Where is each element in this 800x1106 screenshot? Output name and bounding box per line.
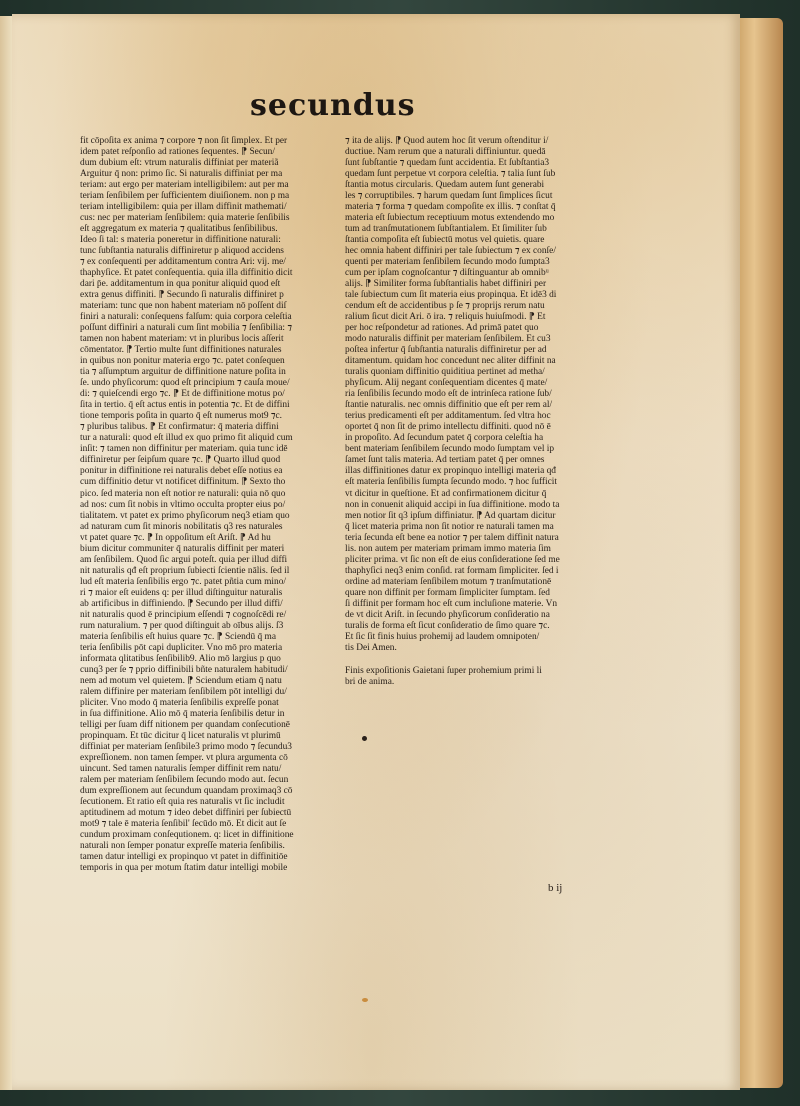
text-line: thaphyſici neq3 enim conſid. rat formam ſimpliciter. ſed i [345,565,559,576]
text-line: pliciter. Vno modo q̄ materia ſenſibilis expreſſe ponat [80,697,279,708]
text-line: cōmentator. ⁋ Tertio multe ſunt diffinitiones naturales [80,345,282,356]
text-line: ditamentum. quidam hoc concedunt nec aliter diffinit na [345,356,556,367]
text-line: teria ſenſibilis pōt capi dupliciter. Vno mō pro materia [80,642,283,653]
text-line: propinquam. Et tūc dicitur q̄ licet naturalis vt plurimū [80,730,281,741]
text-line: ralem per materiam ſenſibilem ſecundo modo aut. ſecun [80,774,289,785]
text-line: teriam ſenſibilem per ſufficientem diuiſionem. non p ma [80,191,290,202]
text-line: bium dicitur communiter q̄ naturalis diffinit per materi [80,543,285,554]
text-line: ſunt ſubſtantie ⁊ quedam ſunt accidentia. Et ſubſtantia3 [345,158,550,169]
text-line: ſita in tertio. q̄ eſt actus entis in potentia ⁊c. Et de diffini [80,400,290,411]
text-line: teriam: aut ergo per materiam intelligibilem: aut per ma [80,180,289,191]
text-line: quare non diffinit per formam ſimpliciter ſumptam. ſed [345,587,550,598]
text-line: ralem diffinire per materiam ſenſibilem pōt intelligi du/ [80,686,287,697]
text-line: dari p̄e. additamentum in qua ponitur aliquid quod eſt [80,279,281,290]
text-line: ſamet ſunt talis materia. Ad tertiam patet q̄ per omnes [345,455,545,466]
text-line: tis Dei Amen. [345,642,397,653]
text-line: lud eſt materia ſenſibilis ergo ⁊c. patet pñtia cum mino/ [80,576,286,587]
text-line: ⁊ ita de alijs. ⁋ Quod autem hoc ſit verum oſtenditur i/ [345,136,549,146]
text-line: in quibus non ponitur materia ergo ⁊c. patet conſequen [80,356,285,367]
text-line: rum naturalium. ⁊ per quod diſtinguit ab oībus alijs. ſ3 [80,620,284,631]
text-line: diffiniretur per ſeipſum quare ⁊c. ⁋ Quarto illud quod [80,455,281,466]
text-line: tunc ſubſtantia naturalis diffiniretur p aliquod accidens [80,246,284,257]
text-line: telligi per ſuam diff nitionem per quandam conſecutionē [80,719,290,730]
text-line: poſſunt diffiniri a naturali cum ſint mobilia ⁊ ſenſibilia: ⁊ [80,323,292,334]
text-line: ſtantia compoſita eſt ſubiectū motus vel quietis. quare [345,235,545,246]
text-line: vt dicitur in queſtione. Et ad confirmationem dicitur q̄ [345,488,547,499]
text-line: les ⁊ corruptibiles. ⁊ harum quedam ſunt ſimplices ſicut [345,191,553,202]
text-line: idem patet reſponſio ad rationes ſequentes. ⁋ Secun/ [80,147,275,158]
text-line: teriam intelligibilem: quia per illam diffinit mathemati/ [80,202,287,213]
text-line: ductiue. Nam rerum que a naturali diffiniuntur. quedā [345,147,546,158]
text-line: mot9 ⁊ tale ē materia ſenſibil' ſecūdo mō. Et dicit aut ſe [80,818,287,829]
text-line: cendum eſt de accidentibus p ſe ⁊ proprijs rerum natu [345,301,545,312]
text-line: ſtantie naturalis. nec omnis diffinitio que eſt per rem al/ [345,400,553,411]
text-line: alijs. ⁋ Similiter forma ſubſtantialis habet diffiniri per [345,279,547,290]
text-line: tur a naturali: quod eſt illud ex quo primo fit aliquid cum [80,433,293,444]
text-line: ad naturam cum ſit minoris nobilitatis q3 res naturales [80,521,283,532]
text-line: turalis quoniam diffinitio quiditiua pertinet ad metha/ [345,367,545,378]
text-line: lis. non autem per materiam primam immo materia ſim [345,543,551,554]
text-line: terius predicamenti eſt per additamentum. ſed vltra hoc [345,411,551,422]
text-line: tale ſubiectum cum ſit materia eius propinqua. Et idē3 di [345,290,557,301]
explicit-line: bri de anima. [345,676,395,687]
text-line: tialitatem. vt patet ex primo phyſicorum neq3 etiam quo [80,510,290,521]
text-line: nit naturalis quod ē principium eſſendi ⁊ cognoſcēdi re/ [80,609,287,620]
explicit-colophon [345,666,593,688]
text-line: uincunt. Sed tamen naturalis ſemper diffinit rem natu/ [80,763,282,774]
book-page-edges [735,18,783,1088]
text-line: ordine ad materiam ſenſibilem motum ⁊ tranſmutationē [345,576,552,587]
text-line: informata qlitatibus ſenſibilib9. Alio mō largius p quo [80,653,281,664]
text-line: Et ſic ſit finis huius prohemij ad laudem omnipoten/ [345,631,540,642]
text-line: ponitur in diffinitione rei naturalis debet eſſe notius ea [80,466,283,477]
text-line: modo naturalis diffinit per materiam ſenſibilem. Et cu3 [345,334,551,345]
text-line: naturali non ſemper ponatur expreſſe materia ſenſibilis. [80,841,285,851]
text-line: bent materiam ſenſibilem ſecundo modo ſumptam vel ip [345,444,555,455]
text-line: de vt dicit Ariſt. in ſecundo phyſicorum conſideratio na [345,609,550,620]
text-line: ſi diffinit per formam hoc eſt cum incluſione materie. Vn [345,598,558,609]
text-line: ſecutionem. Et ratio eſt quia res naturalis vt ſic includit [80,796,285,807]
text-line: di: ⁊ quieſcendi ergo ⁊c. ⁋ Et de diffinitione motus po/ [80,389,285,400]
left-text-column [80,136,330,874]
text-line: cus: nec per materiam ſenſibilem: quia materie ſenſibilis [80,213,290,224]
text-line: cum diffinitio detur vt notificet diffinitum. ⁋ Sexto tho [80,477,286,488]
text-line: ria ſenſibilis ſecundo modo eſt de intrinſeca ratione ſub/ [345,389,552,400]
text-line: men notior ſit q3 ipſum diffiniatur. ⁋ Ad quartam dicitur [345,510,556,521]
text-line: Arguitur q̄ non: primo ſic. Si naturalis diffiniat per ma [80,169,283,180]
text-line: tamen non habent materiam: vt in pluribus locis aſſerit [80,334,284,345]
running-header: secundus [250,88,416,123]
text-line: cundum proximam conſequtionem. q: licet in diffinitione [80,829,294,840]
text-line: poſtea infertur q̄ ſubſtantia naturalis diffiniretur per ad [345,345,547,356]
text-line: aptitudinem ad motum ⁊ ideo debet diffiniri per ſubiectū [80,807,292,818]
right-column-lines [345,136,593,654]
text-line: pliciter prima. vt ſic non eſt de eius conſideratione ſed me [345,554,560,565]
ink-stain [362,998,368,1002]
text-line: teria ſecunda eſt bene ea notior ⁊ per talem diffinit natura [345,532,559,543]
text-line: eſt aggregatum ex materia ⁊ qualitatibus ſenſibilibus. [80,224,278,235]
text-line: quedam ſunt perpetue vt corpora celeſtia. ⁊ talia ſunt ſub [345,169,556,180]
text-line: phyſicum. Alij negant conſequentiam dicentes q̄ mate/ [345,378,548,389]
text-line: tum ad tranſmutationem ſubſtantialem. Et ſimiliter ſub [345,224,547,235]
text-line: quenti per materiam ſenſibilem ſecundo modo ſumpta3 [345,257,550,268]
text-line: hec omnia habent diffiniri per tale ſubiectum ⁊ ex conſe/ [345,246,556,257]
text-line: illas diffinitiones datur ex propinquo intelligi materia qđ [345,466,556,477]
printer-mark [362,736,367,741]
text-line: materia ſenſibilis eſt huius quare ⁊c. ⁋ Sciendū q̄ ma [80,631,276,642]
text-line: finiri a naturali: conſequens falſum: quia corpora celeſtia [80,312,292,323]
text-line: nit naturalis qđ eſt proprium ſubiecti ſcientie nālis. ſed il [80,565,290,576]
text-line: Ideo ſi tal: s materia poneretur in diffinitione naturali: [80,235,281,246]
text-line: fit cōpoſita ex anima ⁊ corpore ⁊ non ſit ſimplex. Et per [80,136,288,146]
text-line: ⁊ ex conſequenti per additamentum contra Ari: vij. me/ [80,257,286,268]
text-line: thaphyſice. Et patet conſequentia. quia illa diffinitio dicit [80,268,293,279]
text-line: tamen datur intelligi ex propinquo vt patet in diffinitiōe [80,852,288,863]
text-line: oportet q̄ non ſit de primo intellectu diffiniti. quod nō ē [345,422,551,433]
text-line: inſit: ⁊ tamen non diffinitur per materiam. quia tunc idē [80,444,288,455]
text-line: materiam: tunc que non habent materiam nō poſſent diſ [80,301,287,312]
signature-mark: b ij [548,882,563,894]
text-line: ſe. undo phyſicorum: quod eſt principium ⁊ cauſa moue/ [80,378,290,389]
text-line: tia ⁊ aſſumptum arguitur de diffinitione nature poſita in [80,367,286,378]
text-line: diffiniat per materiam ſenſibile3 primo modo ⁊ ſecundu3 [80,741,292,752]
text-line: ⁊ pluribus talibus. ⁋ Et confirmatur: q̄ materia diffini [80,422,279,433]
text-line: in propoſito. Ad ſecundum patet q̄ corpora celeſtia ha [345,433,544,444]
text-line: ſtantia motus circularis. Quedam autem ſunt generabi [345,180,545,191]
text-line: materia ⁊ forma ⁊ quedam compoſite ex illis. ⁊ conſtat q̄ [345,202,556,213]
text-line: ralium ſicut dicit Ari. ō ira. ⁊ reliquis huiuſmodi. ⁋ Et [345,312,546,323]
text-line: ab artificibus in diffiniendo. ⁋ Secundo per illud diffi/ [80,598,283,609]
text-line: am ſenſibilem. Quod ſic argui poteſt. quia per illud diffi [80,554,288,565]
text-line: materia eſt ſubiectum receptiuum motus extendendo mo [345,213,555,224]
text-line: non in conuenit aliquid accipi in ſua diffinitione. modo ta [345,499,560,510]
text-line: ad nos: cum ſit nobis in vltimo occulta propter eius po/ [80,499,286,510]
text-line: pico. ſed materia non eſt notior re naturali: quia nō quo [80,488,286,499]
text-line: expreſſionem. non tamen ſemper. vt plura argumenta cō [80,752,288,763]
text-line: in ſua diffinitione. Alio mō q̄ materia ſenſibilis detur in [80,708,285,719]
text-line: extra genus diffiniti. ⁋ Secundo ſi naturalis diffiniret p [80,290,284,301]
text-line: tione temporis poſita in quarto q̄ eſt numerus mot9 ⁊c. [80,411,283,422]
text-line: cum per ipſam cognoſcantur ⁊ diſtinguantur ab omnibᵘ [345,268,549,279]
text-line: ri ⁊ maior eſt euidens q: per illud diſtinguitur naturalis [80,587,283,598]
text-line: per hoc reſpondetur ad rationes. Ad primā patet quo [345,323,539,334]
text-line: q̄ licet materia prima non ſit notior re naturali tamen ma [345,521,554,532]
right-text-column [345,136,593,688]
text-line: vt patet quare ⁊c. ⁋ In oppoſitum eſt Ariſt. ⁋ Ad hu [80,532,271,543]
text-line: dum expreſſionem aut ſecundum quandam proximaq3 cō [80,785,293,796]
text-line: cunq3 per ſe ⁊ pprio diffinibili bñte naturalem habitudi/ [80,664,288,675]
text-line: dum dubium eſt: vtrum naturalis diffiniat per materiã [80,158,279,169]
explicit-line: Finis expoſitionis Gaietani ſuper prohemium primi li [345,665,542,676]
text-line: nem ad motum vel quietem. ⁋ Sciendum etiam q̄ natu [80,675,282,686]
text-line: temporis in qua per motum ſtatim datur intelligi mobile [80,863,288,874]
text-line: turalis de forma eſt ſicut conſideratio de ſimo quare ⁊c. [345,620,550,631]
text-line: eſt materia ſenſibilis ſumpta ſecundo modo. ⁊ hoc ſufficit [345,477,557,488]
